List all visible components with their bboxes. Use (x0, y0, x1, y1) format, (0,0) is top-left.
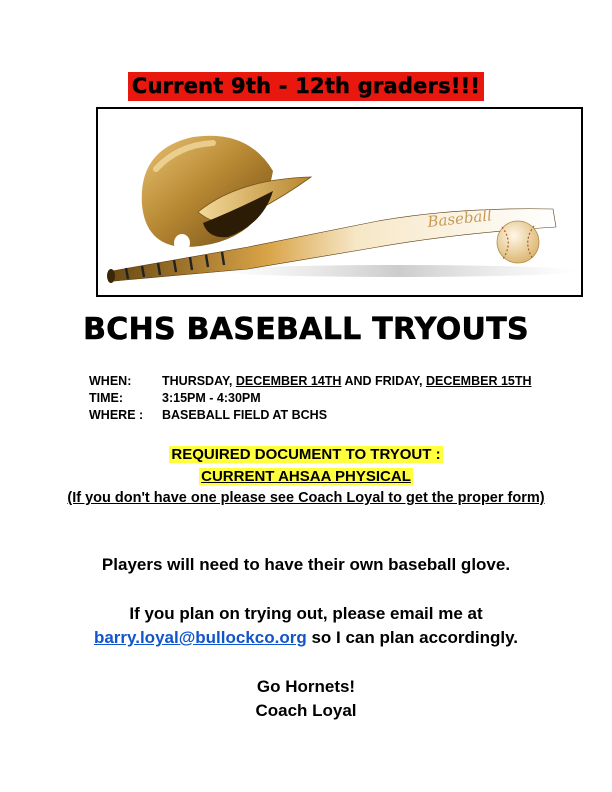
tryout-details (89, 373, 532, 424)
where-value: BASEBALL FIELD AT BCHS (162, 408, 328, 422)
email-paragraph (0, 602, 612, 650)
when-prefix: THURSDAY, (162, 374, 236, 388)
where-label: WHERE : (89, 408, 144, 422)
glove-note: Players will need to have their own baseball glove. (101, 555, 511, 574)
when-row (89, 373, 532, 390)
page-title: BCHS BASEBALL TRYOUTS (83, 312, 529, 347)
email-link[interactable]: barry.loyal@bullockco.org (93, 628, 307, 647)
required-document (0, 444, 612, 509)
signoff-coach: Coach Loyal (255, 701, 357, 720)
required-heading: REQUIRED DOCUMENT TO TRYOUT : (171, 446, 441, 463)
when-mid: AND FRIDAY, (341, 374, 426, 388)
baseball-illustration (98, 109, 581, 295)
when-date-2: DECEMBER 15TH (425, 374, 532, 388)
shadow (218, 265, 578, 277)
time-value: 3:15PM - 4:30PM (162, 391, 261, 405)
where-row (89, 407, 532, 424)
when-value (162, 373, 532, 390)
time-label: TIME: (89, 391, 124, 405)
grade-banner: Current 9th - 12th graders!!! (128, 72, 484, 101)
signoff (0, 675, 612, 723)
batting-helmet-icon (142, 136, 311, 252)
email-intro: If you plan on trying out, please email me at (129, 604, 483, 623)
required-physical: CURRENT AHSAA PHYSICAL (201, 468, 411, 485)
when-label: WHEN: (89, 374, 132, 388)
physical-note: (If you don't have one please see Coach Loyal to get the proper form) (67, 490, 545, 506)
bat-label: Baseball (426, 206, 493, 231)
when-date-1: DECEMBER 14TH (235, 374, 342, 388)
signoff-cheer: Go Hornets! (256, 677, 356, 696)
baseball-image (96, 107, 583, 297)
banner-wrap (0, 72, 612, 101)
time-row (89, 390, 532, 407)
baseball-icon (497, 221, 539, 263)
email-after: so I can plan accordingly. (306, 628, 519, 647)
